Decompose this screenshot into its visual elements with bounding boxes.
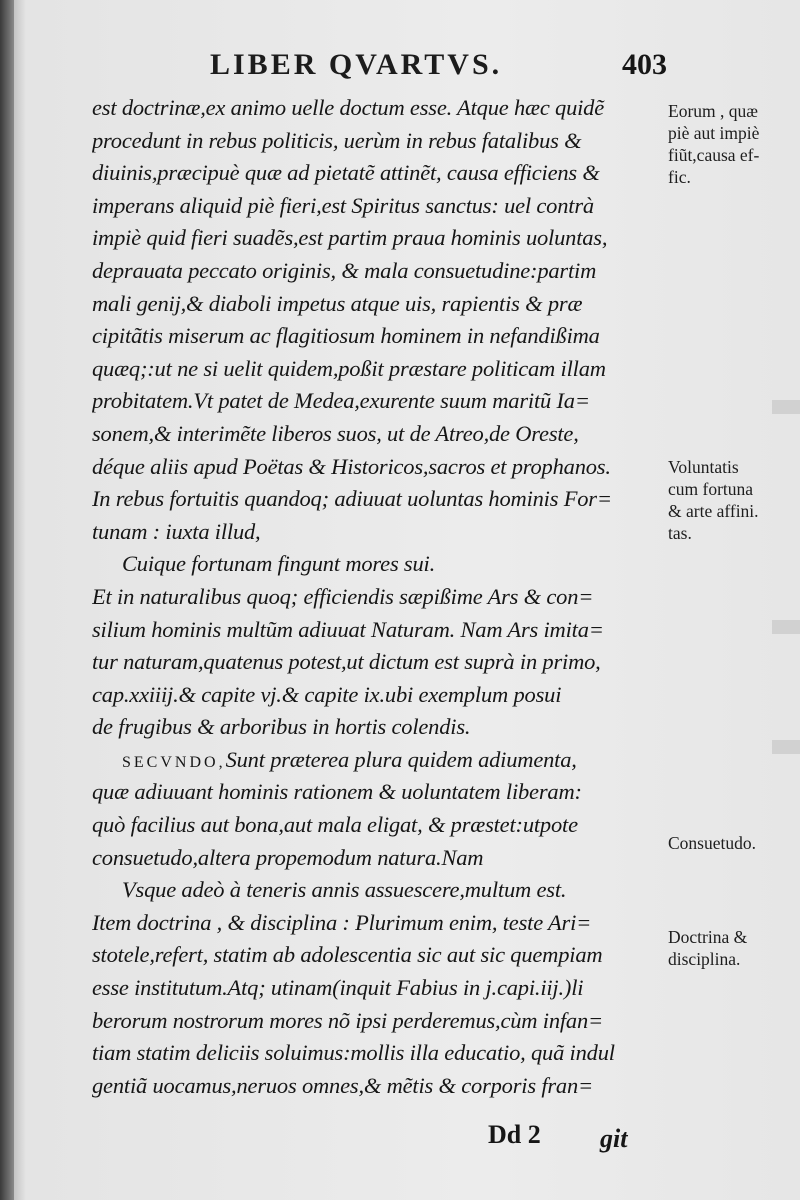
margin-note-doctrina [668,926,798,970]
margin-note-line: fic. [668,167,691,187]
show-through-mark [772,400,800,414]
page-header [210,48,680,88]
text-line: esse institutum.Atq; utinam(inquit Fabius in j.capi.iij.)li [92,975,584,1001]
section-start-line [92,744,664,777]
text-line: tunam : iuxta illud, [92,518,261,544]
text-line: deprauata peccato originis, & mala consuetudine:partim [92,257,597,283]
text-line: sonem,& interimẽte liberos suos, ut de Atreo,de Oreste, [92,420,579,446]
margin-note-consuetudo [668,832,798,854]
text-line: est doctrinæ,ex animo uelle doctum esse. Atque hæc quidẽ [92,95,605,120]
show-through-mark [772,740,800,754]
text-line: de frugibus & arboribus in hortis colendis. [92,714,471,740]
text-line: berorum nostrorum mores nõ ipsi perderemus,cùm infan= [92,1007,604,1033]
signature-mark: Dd 2 [488,1120,541,1149]
margin-note-line: Voluntatis [668,457,739,477]
text-line: tiam statim deliciis soluimus:mollis illa educatio, quã indul [92,1040,615,1066]
text-line: impiè quid fieri suadẽs,est partim praua hominis uoluntas, [92,225,608,251]
section-label: SECVNDO, [122,753,226,771]
text-line: gentiã uocamus,neruos omnes,& mẽtis & corporis fran= [92,1072,594,1098]
text-line: diuinis,præcipuè quæ ad pietatẽ attinẽt, causa efficiens & [92,160,600,186]
margin-note-line: & arte affini. [668,501,759,521]
text-line: quæq;:ut ne si uelit quidem,poßit præstare politicam illam [92,355,606,381]
text-line: stotele,refert, statim ab adolescentia sic aut sic quempiam [92,942,603,968]
main-text-block [92,92,664,1102]
margin-note-line: fiũt,causa ef- [668,145,760,165]
show-through-mark [772,620,800,634]
text-line: quæ adiuuant hominis rationem & uoluntatem liberam: [92,779,582,805]
margin-note-line: Doctrina & [668,927,748,947]
text-line: silium hominis multũm adiuuat Naturam. Nam Ars imita= [92,616,604,642]
margin-note-line: Consuetudo. [668,833,756,853]
text-line: mali genij,& diaboli impetus atque uis, rapientis & præ [92,290,583,316]
running-title: LIBER QVARTVS. [210,48,503,81]
verse-quotation: Cuique fortunam fingunt mores sui. [122,551,436,577]
text-line: quò facilius aut bona,aut mala eligat, & præstet:utpote [92,812,578,838]
margin-note-voluntatis [668,456,798,544]
section-text: Sunt præterea plura quidem adiumenta, [225,746,577,772]
margin-note-causa [668,100,798,188]
text-line: cipitãtis miserum ac flagitiosum hominem in nefandißima [92,323,600,349]
text-line: probitatem.Vt patet de Medea,exurente suum maritũ Ia= [92,388,590,414]
margin-note-line: piè aut impiè [668,123,760,143]
margin-note-line: cum fortuna [668,479,754,499]
text-line: tur naturam,quatenus potest,ut dictum est suprà in primo, [92,649,601,675]
margin-note-line: disciplina. [668,949,741,969]
text-line: In rebus fortuitis quandoq; adiuuat uoluntas hominis For= [92,486,612,512]
margin-note-line: tas. [668,523,692,543]
page-number: 403 [622,48,667,81]
text-line: Item doctrina , & disciplina : Plurimum enim, teste Ari= [92,909,592,935]
catchword: git [600,1124,628,1153]
text-line: procedunt in rebus politicis, uerùm in rebus fatalibus & [92,127,582,153]
text-line: consuetudo,altera propemodum natura.Nam [92,844,484,870]
verse-quotation: Vsque adeò à teneris annis assuescere,multum est. [122,877,567,903]
text-line: déque aliis apud Poëtas & Historicos,sacros et prophanos. [92,453,611,479]
text-line: Et in naturalibus quoq; efficiendis sæpißime Ars & con= [92,583,594,609]
binding-gutter [0,0,14,1200]
text-line: imperans aliquid piè fieri,est Spiritus sanctus: uel contrà [92,192,594,218]
margin-note-line: Eorum , quæ [668,101,758,121]
text-line: cap.xxiiij.& capite vj.& capite ix.ubi exemplum posui [92,681,562,707]
